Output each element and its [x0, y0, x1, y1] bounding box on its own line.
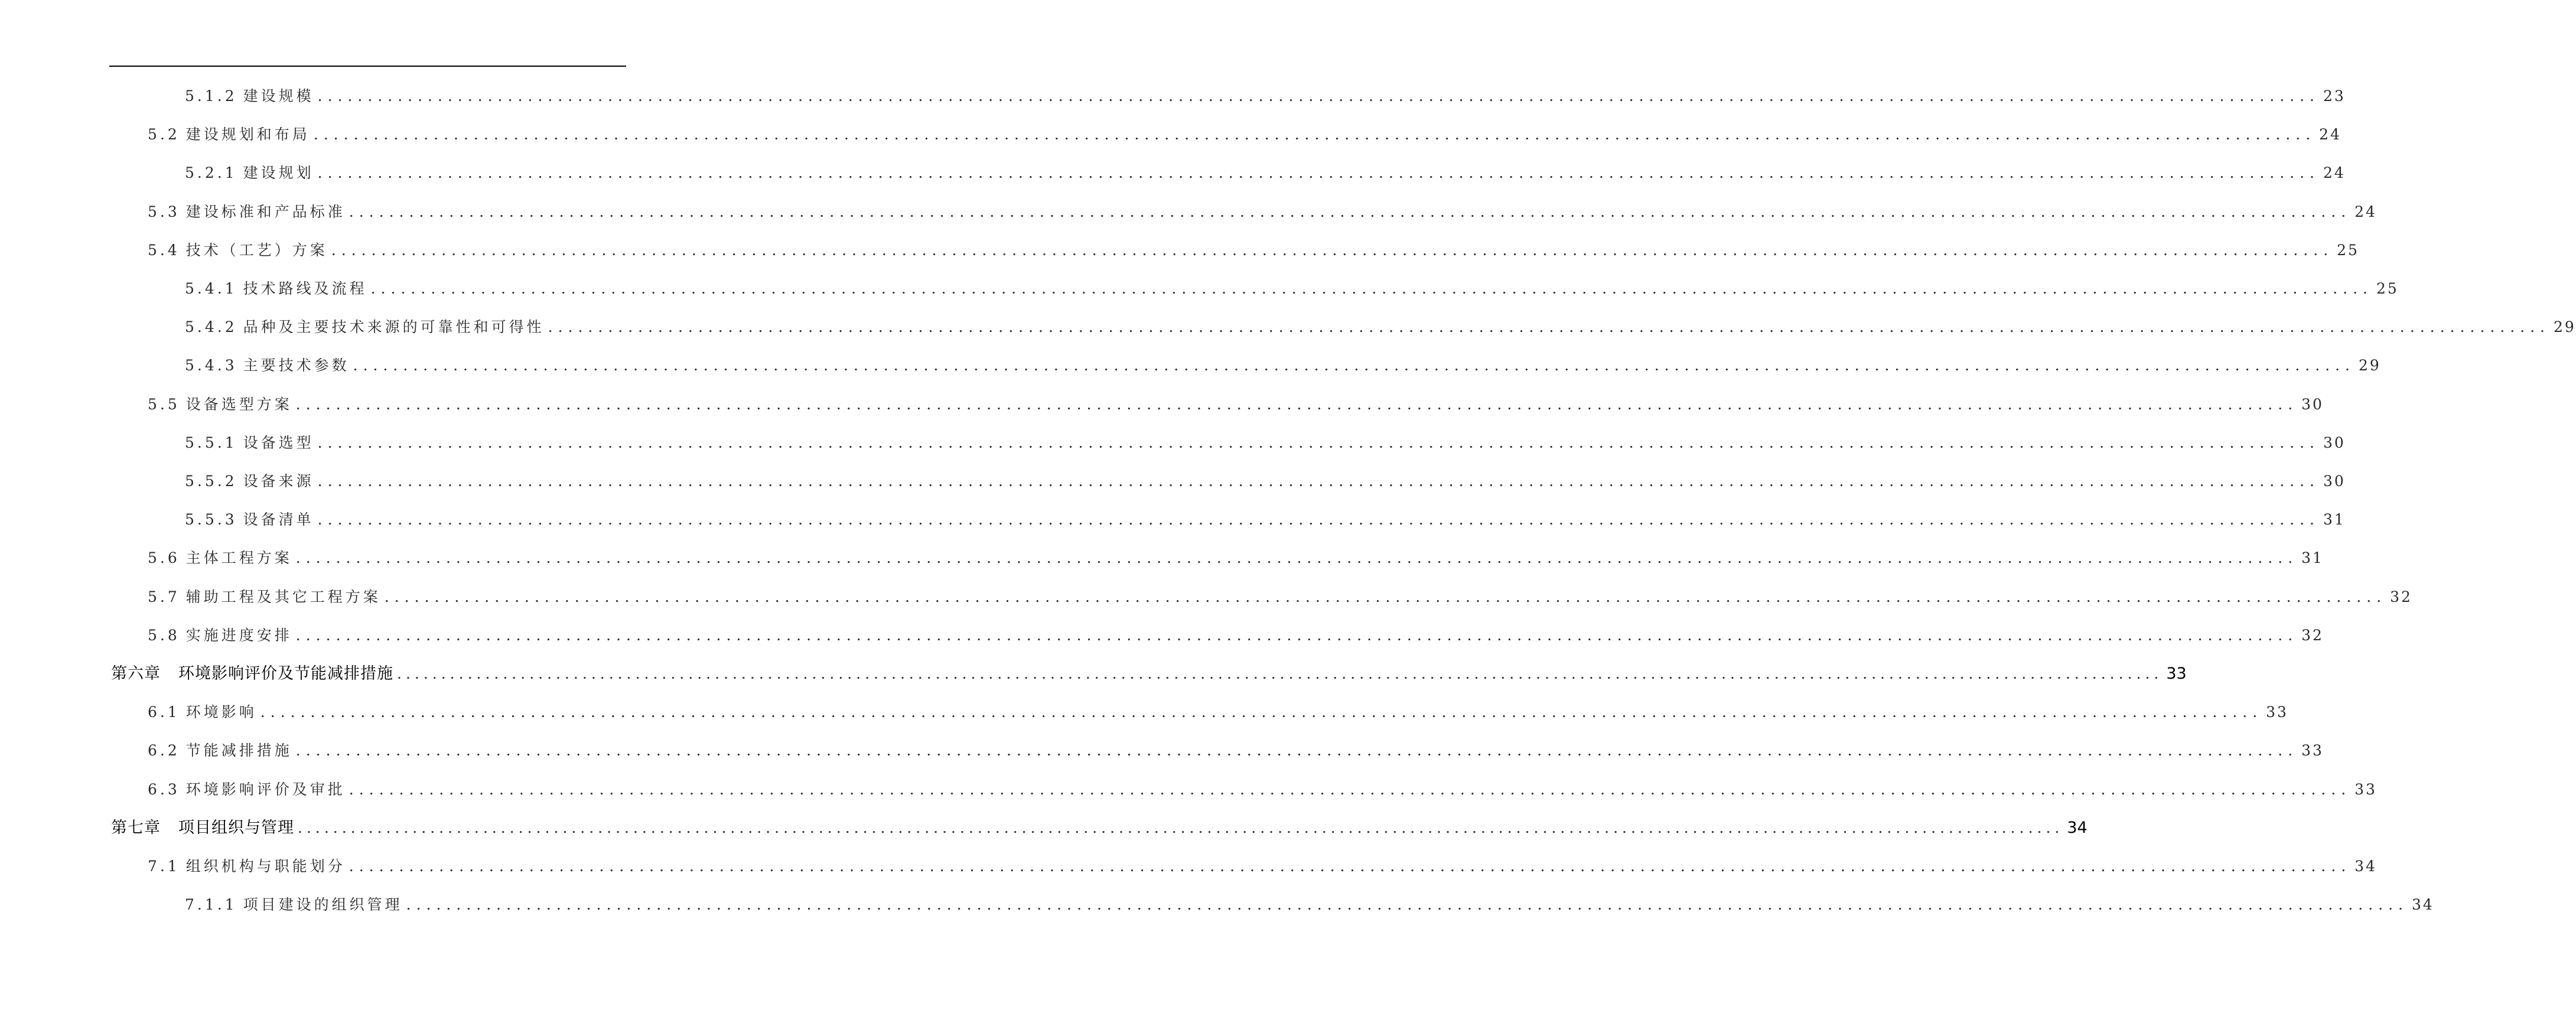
toc-entry-title: 品种及主要技术来源的可靠性和可得性: [243, 318, 545, 335]
toc-entry[interactable]: [148, 624, 2324, 647]
toc-entry-number: 5.5: [148, 396, 180, 413]
toc-entry-label: [148, 739, 292, 763]
toc-entry-title: 建设规模: [243, 87, 314, 105]
toc-leader-dots: ........................................................................................................................................................................................................: [349, 781, 2352, 798]
toc-entry-title: 建设规划和布局: [185, 126, 310, 143]
toc-page-number: 29: [2359, 357, 2381, 374]
toc-entry-title: 实施进度安排: [185, 627, 292, 644]
toc-page-number: 34: [2067, 819, 2087, 837]
toc-entry-title: 环境影响: [185, 703, 257, 721]
toc-entry-label: [148, 393, 292, 416]
toc-leader-dots: ........................................................................................................................................................................................................: [317, 434, 2320, 451]
toc-page-number: 33: [2301, 742, 2324, 759]
toc-entry[interactable]: [148, 123, 2341, 146]
toc-entry-label: [185, 84, 314, 108]
toc-leader-dots: ........................................................................................................................................................................................................: [298, 819, 2064, 836]
toc-leader-dots: ........................................................................................................................................................................................................: [313, 126, 2316, 143]
toc-entry-number: 5.5.1: [185, 434, 237, 451]
toc-entry[interactable]: [185, 893, 2434, 917]
toc-entry-title: 辅助工程及其它工程方案: [185, 588, 381, 605]
toc-entry-label: [185, 508, 314, 532]
toc-leader-dots: ........................................................................................................................................................................................................: [353, 357, 2355, 374]
toc-entry[interactable]: [148, 200, 2377, 224]
toc-entry-number: 5.2.1: [185, 164, 237, 181]
toc-entry-number: 第六章: [111, 664, 161, 683]
toc-entry-title: 项目组织与管理: [178, 819, 294, 837]
toc-entry-label: [148, 855, 346, 878]
toc-entry-number: 6.2: [148, 742, 180, 759]
toc-leader-dots: ........................................................................................................................................................................................................: [317, 473, 2320, 490]
toc-entry-title: 项目建设的组织管理: [243, 896, 403, 913]
toc-page-number: 34: [2412, 896, 2434, 913]
toc-entry-title: 设备选型: [243, 434, 314, 451]
toc-page-number: 33: [2166, 664, 2187, 683]
toc-entry[interactable]: [148, 546, 2324, 570]
toc-entry[interactable]: [111, 662, 2187, 686]
toc-entry-number: 5.1.2: [185, 87, 237, 105]
toc-entry[interactable]: [148, 585, 2412, 609]
toc-entry[interactable]: [185, 508, 2346, 532]
toc-entry-title: 建设规划: [243, 164, 314, 181]
toc-page-number: 24: [2319, 126, 2341, 143]
toc-entry-label: [185, 354, 350, 377]
toc-entry-number: 5.4: [148, 242, 180, 259]
toc-entry[interactable]: [148, 855, 2377, 878]
toc-entry-label: [148, 778, 346, 802]
toc-entry-number: 5.5.3: [185, 511, 237, 528]
toc-entry-label: [148, 200, 346, 224]
toc-page-number: 30: [2323, 473, 2346, 490]
toc-entry-label: [148, 239, 328, 262]
toc-entry-label: [148, 123, 310, 146]
toc-entry[interactable]: [111, 816, 2087, 840]
toc-leader-dots: ........................................................................................................................................................................................................: [331, 242, 2334, 259]
toc-entry-label: [111, 816, 294, 840]
toc-page-number: 30: [2323, 434, 2346, 451]
toc-entry-title: 技术路线及流程: [243, 280, 367, 297]
header-rule: [109, 66, 626, 67]
toc-page-number: 23: [2323, 87, 2346, 105]
toc-entry-label: [185, 470, 314, 493]
toc-page-number: 24: [2323, 164, 2346, 181]
toc-page-number: 29: [2554, 318, 2576, 335]
toc-entry-title: 设备来源: [243, 473, 314, 490]
toc-entry[interactable]: [185, 354, 2381, 377]
toc-entry-label: [148, 624, 292, 647]
toc-entry-number: 5.6: [148, 549, 180, 566]
toc-page-number: 33: [2266, 703, 2288, 721]
toc-entry[interactable]: [185, 315, 2576, 339]
toc-entry-number: 5.4.3: [185, 357, 237, 374]
toc-leader-dots: ........................................................................................................................................................................................................: [349, 858, 2352, 875]
toc-entry-number: 7.1.1: [185, 896, 237, 913]
toc-entry-label: [148, 701, 257, 724]
toc-entry-number: 5.5.2: [185, 473, 237, 490]
toc-entry-number: 第七章: [111, 819, 161, 837]
toc-entry[interactable]: [148, 701, 2288, 724]
toc-entry-title: 环境影响评价及节能减排措施: [178, 664, 393, 683]
toc-page-number: 33: [2354, 781, 2377, 798]
toc-entry[interactable]: [148, 239, 2359, 262]
toc-entry-title: 建设标准和产品标准: [185, 203, 346, 220]
toc-entry-title: 设备清单: [243, 511, 314, 528]
toc-leader-dots: ........................................................................................................................................................................................................: [397, 665, 2163, 682]
toc-leader-dots: ........................................................................................................................................................................................................: [384, 588, 2387, 605]
toc-page-number: 25: [2337, 242, 2359, 259]
toc-entry-label: [185, 893, 403, 917]
toc-page-number: 34: [2354, 858, 2377, 875]
toc-entry-label: [148, 585, 381, 609]
toc-page-number: 30: [2301, 396, 2324, 413]
toc-entry-number: 7.1: [148, 858, 180, 875]
toc-page-number: 25: [2376, 280, 2399, 297]
toc-entry-label: [185, 431, 314, 455]
toc-entry-number: 5.7: [148, 588, 180, 605]
toc-leader-dots: ........................................................................................................................................................................................................: [295, 396, 2298, 413]
toc-entry[interactable]: [148, 778, 2377, 802]
toc-leader-dots: ........................................................................................................................................................................................................: [295, 742, 2298, 759]
toc-entry-title: 主要技术参数: [243, 357, 350, 374]
toc-page-number: 31: [2301, 549, 2324, 566]
toc-entry-title: 主体工程方案: [185, 549, 292, 566]
toc-entry-title: 组织机构与职能划分: [185, 858, 346, 875]
toc-entry-number: 5.2: [148, 126, 180, 143]
toc-leader-dots: ........................................................................................................................................................................................................: [295, 549, 2298, 566]
toc-entry-title: 节能减排措施: [185, 742, 292, 759]
toc-entry-number: 5.4.2: [185, 318, 237, 335]
toc-page-number: 24: [2354, 203, 2377, 220]
toc-leader-dots: ........................................................................................................................................................................................................: [406, 896, 2408, 913]
toc-page-number: 32: [2301, 627, 2324, 644]
toc-entry-number: 6.1: [148, 703, 180, 721]
toc-entry-label: [185, 315, 545, 339]
toc-entry-number: 6.3: [148, 781, 180, 798]
toc-entry-label: [185, 161, 314, 185]
toc-leader-dots: ........................................................................................................................................................................................................: [295, 627, 2298, 644]
toc-leader-dots: ........................................................................................................................................................................................................: [260, 703, 2263, 721]
toc-entry-number: 5.4.1: [185, 280, 237, 297]
toc-entry[interactable]: [185, 84, 2346, 108]
toc-entry-number: 5.3: [148, 203, 180, 220]
toc-entry-title: 技术（工艺）方案: [185, 242, 328, 259]
toc-entry[interactable]: [148, 393, 2324, 416]
toc-entry-title: 环境影响评价及审批: [185, 781, 346, 798]
toc-entry-label: [185, 277, 367, 301]
toc-entry[interactable]: [185, 161, 2346, 185]
toc-leader-dots: ........................................................................................................................................................................................................: [349, 203, 2352, 220]
toc-leader-dots: ........................................................................................................................................................................................................: [317, 511, 2320, 528]
toc-leader-dots: ........................................................................................................................................................................................................: [370, 280, 2373, 297]
toc-entry-label: [148, 546, 292, 570]
toc-page-number: 32: [2390, 588, 2412, 605]
toc-entry[interactable]: [185, 277, 2399, 301]
toc-entry[interactable]: [185, 431, 2346, 455]
toc-page-number: 31: [2323, 511, 2346, 528]
toc-leader-dots: ........................................................................................................................................................................................................: [548, 318, 2550, 335]
toc-entry-number: 5.8: [148, 627, 180, 644]
toc-entry-title: 设备选型方案: [185, 396, 292, 413]
toc-leader-dots: ........................................................................................................................................................................................................: [317, 87, 2320, 105]
toc-entry-label: [111, 662, 393, 686]
toc-entry[interactable]: [185, 470, 2346, 493]
toc-entry[interactable]: [148, 739, 2324, 763]
toc-leader-dots: ........................................................................................................................................................................................................: [317, 164, 2320, 181]
